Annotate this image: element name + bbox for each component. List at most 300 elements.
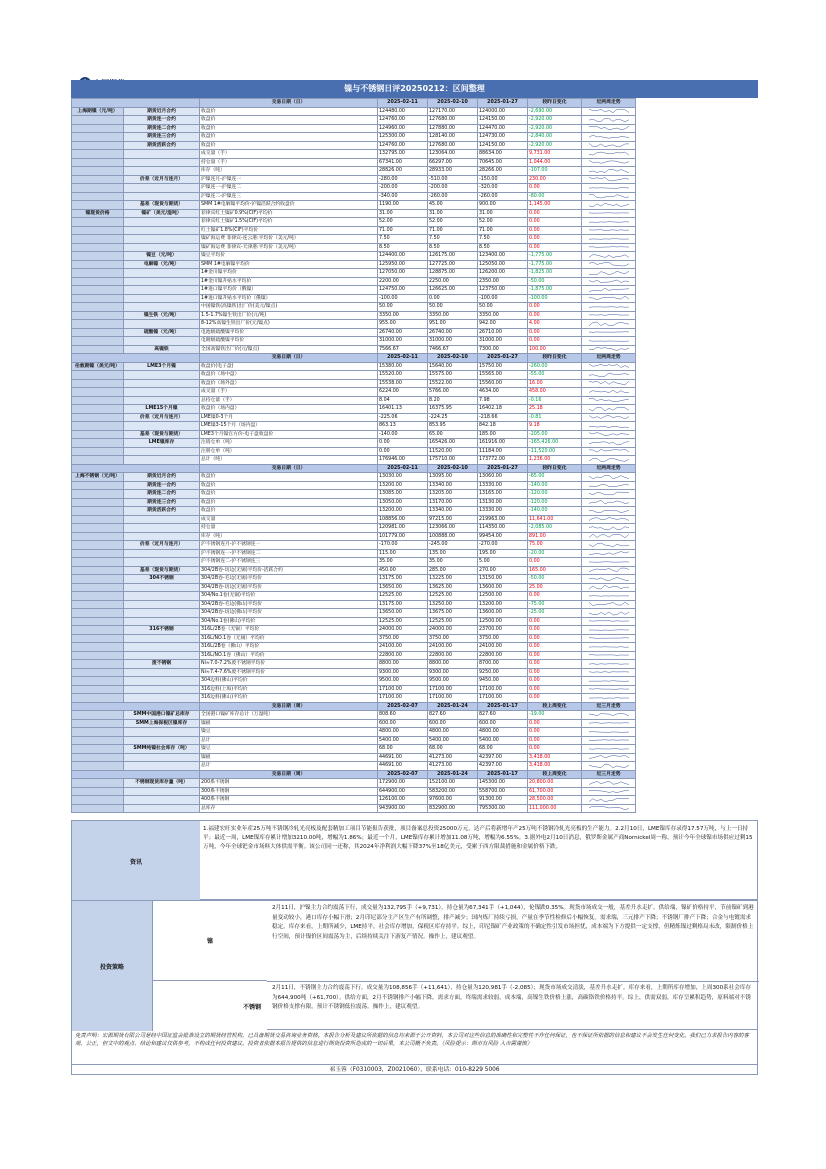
- value-cell: 583200.00: [428, 787, 478, 796]
- value-cell: -270.00: [478, 541, 528, 550]
- trend-cell: [582, 116, 636, 125]
- value-cell: 13130.00: [478, 498, 528, 507]
- category-cell: [72, 719, 124, 728]
- change-cell: -1,775.00: [528, 260, 582, 269]
- indicator-cell: 1#金川镍平均价: [200, 269, 378, 278]
- value-cell: 16402.18: [478, 405, 528, 414]
- trend-cell: [582, 490, 636, 499]
- value-cell: 15522.00: [428, 379, 478, 388]
- value-cell: -200.00: [378, 184, 428, 193]
- value-cell: 135.00: [428, 549, 478, 558]
- indicator-cell: 持仓量: [200, 524, 378, 533]
- indicator-cell: 持仓量（手）: [200, 158, 378, 167]
- indicator-cell: 镍豆: [200, 745, 378, 754]
- sparkline-icon: [589, 491, 629, 497]
- subcategory-cell: [124, 167, 200, 176]
- value-cell: -510.00: [428, 175, 478, 184]
- table-row: [72, 269, 759, 278]
- trend-cell: [582, 626, 636, 635]
- table-row: [72, 362, 759, 371]
- subcategory-cell: 期货连一合约: [124, 116, 200, 125]
- change-cell: -205.00: [528, 430, 582, 439]
- value-cell: 7466.67: [428, 345, 478, 354]
- subcategory-cell: SMM上海保税区镍库存: [124, 719, 200, 728]
- value-cell: 31000.00: [428, 337, 478, 346]
- sparkline-icon: [589, 159, 629, 165]
- sparkline-icon: [589, 508, 629, 514]
- strategy-divider: [267, 981, 759, 982]
- table-row: [72, 243, 759, 252]
- value-cell: 31.00: [428, 209, 478, 218]
- value-cell: 68.00: [378, 745, 428, 754]
- table-row: [72, 158, 759, 167]
- category-cell: [72, 311, 124, 320]
- change-cell: 0.00: [528, 694, 582, 703]
- category-cell: [72, 660, 124, 669]
- indicator-cell: 注册仓单（吨）: [200, 447, 378, 456]
- category-cell: [72, 558, 124, 567]
- change-cell: 0.00: [528, 184, 582, 193]
- table-row: [72, 201, 759, 210]
- change-cell: -260.00: [528, 362, 582, 371]
- category-cell: [72, 345, 124, 354]
- value-cell: 808.60: [378, 711, 428, 720]
- trend-cell: [582, 124, 636, 133]
- trend-cell: [582, 643, 636, 652]
- category-cell: [72, 668, 124, 677]
- trend-cell: [582, 447, 636, 456]
- subcategory-cell: 期货连二合约: [124, 490, 200, 499]
- value-cell: 31.00: [478, 209, 528, 218]
- change-cell: -55.00: [528, 371, 582, 380]
- category-cell: [72, 745, 124, 754]
- value-cell: 13175.00: [378, 600, 428, 609]
- indicator-cell: 1#金川镍升贴水平均价: [200, 277, 378, 286]
- table-row: [72, 133, 759, 142]
- subcategory-cell: [124, 320, 200, 329]
- value-cell: 195.00: [478, 549, 528, 558]
- value-cell: 11184.00: [478, 447, 528, 456]
- indicator-cell: 总计（吨）: [200, 456, 378, 465]
- value-cell: 6224.00: [378, 388, 428, 397]
- category-cell: [72, 201, 124, 210]
- value-cell: 4800.00: [478, 728, 528, 737]
- indicator-cell: 收盘价: [200, 507, 378, 516]
- value-cell: 91300.00: [478, 796, 528, 805]
- table-row: [72, 651, 759, 660]
- value-cell: 124760.00: [378, 141, 428, 150]
- indicator-cell: 成交量（手）: [200, 388, 378, 397]
- sparkline-icon: [589, 499, 629, 505]
- table-row: [72, 481, 759, 490]
- table-row: [72, 626, 759, 635]
- sparkline-icon: [589, 346, 629, 352]
- value-cell: 942.00: [478, 320, 528, 329]
- sparkline-icon: [589, 363, 629, 369]
- change-cell: -75.00: [528, 600, 582, 609]
- trend-cell: [582, 804, 636, 813]
- change-cell: 1,145.00: [528, 201, 582, 210]
- value-cell: 12525.00: [378, 617, 428, 626]
- subcategory-cell: [124, 243, 200, 252]
- table-row: [72, 167, 759, 176]
- trend-cell: [582, 328, 636, 337]
- table-row: [72, 804, 759, 813]
- value-cell: 97600.00: [428, 796, 478, 805]
- indicator-cell: 镍豆: [200, 728, 378, 737]
- indicator-cell: Ni≈7.4-7.6%废不锈钢平均价: [200, 668, 378, 677]
- change-cell: 458.00: [528, 388, 582, 397]
- value-cell: 15560.00: [478, 379, 528, 388]
- value-cell: 120981.00: [378, 524, 428, 533]
- value-cell: 13330.00: [478, 507, 528, 516]
- category-cell: [72, 677, 124, 686]
- category-cell: [72, 634, 124, 643]
- value-cell: -200.00: [428, 184, 478, 193]
- subcategory-cell: [124, 158, 200, 167]
- value-cell: 24100.00: [478, 643, 528, 652]
- trend-cell: [582, 753, 636, 762]
- table-row: [72, 575, 759, 584]
- value-cell: 24100.00: [428, 643, 478, 652]
- value-cell: -225.06: [378, 413, 428, 422]
- table-row: [72, 592, 759, 601]
- change-cell: 0.00: [528, 660, 582, 669]
- value-cell: -280.00: [378, 175, 428, 184]
- subcategory-cell: [124, 388, 200, 397]
- value-cell: 0.00: [378, 447, 428, 456]
- value-cell: 127725.00: [428, 260, 478, 269]
- value-cell: 22800.00: [478, 651, 528, 660]
- indicator-cell: 1#进口镍升贴水平均价（俄镍）: [200, 294, 378, 303]
- sparkline-icon: [589, 227, 629, 233]
- table-row: [72, 294, 759, 303]
- sparkline-icon: [589, 610, 629, 616]
- trend-cell: [582, 252, 636, 261]
- trend-cell: [582, 243, 636, 252]
- value-cell: 41273.00: [428, 762, 478, 771]
- indicator-cell: 收盘价: [200, 133, 378, 142]
- sparkline-icon: [589, 295, 629, 301]
- table-row: [72, 311, 759, 320]
- value-cell: 115.00: [378, 549, 428, 558]
- value-cell: 31.00: [378, 209, 428, 218]
- sparkline-icon: [589, 423, 629, 429]
- value-cell: 123064.00: [428, 150, 478, 159]
- category-cell: [72, 150, 124, 159]
- subcategory-cell: 价差（近月与连月）: [124, 175, 200, 184]
- table-row: [72, 779, 759, 788]
- change-cell: -107.00: [528, 167, 582, 176]
- column-header: 2025-02-07: [378, 770, 428, 779]
- value-cell: 5400.00: [378, 736, 428, 745]
- value-cell: 13165.00: [478, 490, 528, 499]
- table-row: [72, 337, 759, 346]
- category-cell: [72, 430, 124, 439]
- change-cell: 111,000.00: [528, 804, 582, 813]
- sparkline-icon: [589, 125, 629, 131]
- sparkline-icon: [589, 389, 629, 395]
- table-row: [72, 388, 759, 397]
- trend-cell: [582, 362, 636, 371]
- category-cell: [72, 328, 124, 337]
- column-header: 2025-02-11: [378, 464, 428, 473]
- sparkline-icon: [589, 584, 629, 590]
- value-cell: 125300.00: [378, 133, 428, 142]
- trend-cell: [582, 337, 636, 346]
- trend-cell: [582, 345, 636, 354]
- trend-cell: [582, 728, 636, 737]
- value-cell: 2200.00: [378, 277, 428, 286]
- value-cell: 4800.00: [428, 728, 478, 737]
- subcategory-cell: [124, 651, 200, 660]
- table-row: [72, 405, 759, 414]
- indicator-cell: 成交量（手）: [200, 150, 378, 159]
- section-header-row: [72, 770, 759, 779]
- column-header: 交易日期（日）: [200, 99, 378, 108]
- table-row: [72, 413, 759, 422]
- strategy-nickel-text: 2月11日，沪镍主力合约震荡下行，成交量为132,795手（+9,731），持仓量为67,341手（+1,044），伦镍跌0.35%。现货市场成交一般，基差升水走扩。供给端，镍矿价格持平，节前镍矿到港量变动较小，港口库存小幅下滑；2月印尼部分主产区生产有所调整，排产减少；国内炼厂持续亏损，产量在季节性检修后小幅恢复。需求端，三元排产下降；不锈钢厂排产下降；合金与电镀需求稳定。库存来看，上期所减少，LME持平，社会库存增加，保税区库存持平。综上，印尼镍矿产业政策的不确定性引发市场担忧，成本端为下方提供一定支撑，但精炼镍过剩格局未改，限制价格上行空间，预计镍价区间震荡为主，后续持续关注下游复产情况。操作上，建议观望。: [272, 905, 754, 940]
- trend-cell: [582, 515, 636, 524]
- category-cell: [72, 779, 124, 788]
- table-row: [72, 660, 759, 669]
- indicator-cell: 沪镍连月-沪镍连一: [200, 175, 378, 184]
- table-row: [72, 422, 759, 431]
- indicator-cell: 316边料(上海)平均价: [200, 685, 378, 694]
- column-header: 2025-01-17: [478, 770, 528, 779]
- change-cell: 0.00: [528, 719, 582, 728]
- sparkline-icon: [589, 219, 629, 225]
- indicator-cell: 注销仓单（吨）: [200, 439, 378, 448]
- table-row: [72, 396, 759, 405]
- indicator-cell: 电镀级硫酸镍平均价: [200, 337, 378, 346]
- change-cell: -80.00: [528, 192, 582, 201]
- value-cell: 24000.00: [428, 626, 478, 635]
- value-cell: 12500.00: [478, 617, 528, 626]
- indicator-cell: 304/No.1卷(佛山)平均价: [200, 617, 378, 626]
- value-cell: 4800.00: [378, 728, 428, 737]
- category-cell: [72, 532, 124, 541]
- indicator-cell: 菲律宾红土镍矿1.5%(CIF)平均价: [200, 218, 378, 227]
- trend-cell: [582, 413, 636, 422]
- value-cell: 52.00: [428, 218, 478, 227]
- column-header: 较昨日变化: [528, 464, 582, 473]
- value-cell: 123750.00: [478, 286, 528, 295]
- category-cell: [72, 804, 124, 813]
- trend-cell: [582, 286, 636, 295]
- trend-cell: [582, 507, 636, 516]
- indicator-cell: 成交量: [200, 515, 378, 524]
- sparkline-icon: [589, 542, 629, 548]
- change-cell: -140.00: [528, 481, 582, 490]
- column-header: 2025-02-10: [428, 99, 478, 108]
- indicator-cell: LME镍0-3个月: [200, 413, 378, 422]
- table-row: [72, 532, 759, 541]
- subcategory-cell: 废不锈钢: [124, 660, 200, 669]
- sparkline-icon: [589, 644, 629, 650]
- value-cell: 13650.00: [378, 609, 428, 618]
- change-cell: 9,731.00: [528, 150, 582, 159]
- value-cell: 8.04: [378, 396, 428, 405]
- change-cell: 891.00: [528, 532, 582, 541]
- value-cell: 600.00: [378, 719, 428, 728]
- table-row: [72, 600, 759, 609]
- value-cell: 943900.00: [378, 804, 428, 813]
- value-cell: 9500.00: [378, 677, 428, 686]
- change-cell: 3,418.00: [528, 753, 582, 762]
- value-cell: 124760.00: [378, 116, 428, 125]
- value-cell: 13340.00: [428, 507, 478, 516]
- value-cell: 101779.00: [378, 532, 428, 541]
- trend-cell: [582, 685, 636, 694]
- change-cell: 28,500.00: [528, 796, 582, 805]
- category-cell: [72, 643, 124, 652]
- subcategory-cell: 镍生铁（元/吨）: [124, 311, 200, 320]
- indicator-cell: 镍豆平均价: [200, 252, 378, 261]
- category-cell: [72, 286, 124, 295]
- indicator-cell: 总库存: [200, 804, 378, 813]
- value-cell: 12500.00: [478, 592, 528, 601]
- value-cell: 13030.00: [378, 473, 428, 482]
- change-cell: 0.00: [528, 685, 582, 694]
- sparkline-icon: [589, 559, 629, 565]
- value-cell: 126175.00: [428, 252, 478, 261]
- subcategory-cell: 镍豆（元/吨）: [124, 252, 200, 261]
- category-cell: [72, 685, 124, 694]
- sparkline-icon: [589, 321, 629, 327]
- table-row: [72, 566, 759, 575]
- column-header: 2025-02-10: [428, 354, 478, 363]
- subcategory-cell: [124, 762, 200, 771]
- value-cell: 17100.00: [378, 694, 428, 703]
- change-cell: -2,840.00: [528, 133, 582, 142]
- value-cell: -100.00: [378, 294, 428, 303]
- indicator-cell: 中国镍铁(高镍铁)出厂价(美元/镍点): [200, 303, 378, 312]
- sparkline-icon: [589, 482, 629, 488]
- value-cell: 450.00: [378, 566, 428, 575]
- subcategory-cell: [124, 753, 200, 762]
- trend-cell: [582, 388, 636, 397]
- value-cell: -260.00: [478, 192, 528, 201]
- indicator-cell: 8-12%高镍生铁出厂价(元/镍点): [200, 320, 378, 329]
- indicator-cell: 沪不锈钢连二-沪不锈钢连三: [200, 558, 378, 567]
- table-row: [72, 583, 759, 592]
- sparkline-icon: [589, 525, 629, 531]
- category-cell: [72, 294, 124, 303]
- column-header: 较昨日变化: [528, 99, 582, 108]
- indicator-cell: 收盘价: [200, 490, 378, 499]
- change-cell: 0.00: [528, 736, 582, 745]
- category-cell: [72, 566, 124, 575]
- value-cell: 152100.00: [428, 779, 478, 788]
- table-row: [72, 150, 759, 159]
- trend-cell: [582, 575, 636, 584]
- change-cell: 25.18: [528, 405, 582, 414]
- value-cell: 8.20: [428, 396, 478, 405]
- category-cell: [72, 243, 124, 252]
- category-cell: [72, 167, 124, 176]
- sparkline-icon: [589, 176, 629, 182]
- table-row: [72, 226, 759, 235]
- table-row: [72, 124, 759, 133]
- sparkline-icon: [589, 516, 629, 522]
- table-row: [72, 728, 759, 737]
- category-cell: [72, 728, 124, 737]
- value-cell: 644900.00: [378, 787, 428, 796]
- indicator-cell: 镍板: [200, 719, 378, 728]
- sparkline-icon: [589, 601, 629, 607]
- indicator-cell: 收盘价: [200, 473, 378, 482]
- table-row: [72, 175, 759, 184]
- trend-cell: [582, 617, 636, 626]
- value-cell: 71.00: [478, 226, 528, 235]
- table-row: [72, 524, 759, 533]
- value-cell: 185.00: [478, 430, 528, 439]
- indicator-cell: 304/2B卷-切边(无锡)平均价: [200, 583, 378, 592]
- indicator-cell: 收盘价（场内盘）: [200, 405, 378, 414]
- value-cell: 13650.00: [378, 583, 428, 592]
- sparkline-icon: [589, 448, 629, 454]
- value-cell: 951.00: [428, 320, 478, 329]
- value-cell: 8.50: [478, 243, 528, 252]
- category-cell: [72, 226, 124, 235]
- section-header-row: [72, 464, 759, 473]
- trend-cell: [582, 779, 636, 788]
- subcategory-cell: [124, 617, 200, 626]
- change-cell: 0.00: [528, 617, 582, 626]
- sparkline-icon: [589, 652, 629, 658]
- change-cell: -0.81: [528, 413, 582, 422]
- subcategory-cell: [124, 668, 200, 677]
- subcategory-cell: 期货连一合约: [124, 481, 200, 490]
- subcategory-cell: [124, 456, 200, 465]
- value-cell: 1190.00: [378, 201, 428, 210]
- indicator-cell: 1.5-1.7%镍生铁出厂价(元/吨): [200, 311, 378, 320]
- section-header-row: [72, 99, 759, 108]
- column-header: 近两周走势: [582, 354, 636, 363]
- sparkline-icon: [589, 695, 629, 701]
- indicator-cell: 总持仓量（手）: [200, 396, 378, 405]
- trend-cell: [582, 371, 636, 380]
- subcategory-cell: [124, 728, 200, 737]
- table-row: [72, 277, 759, 286]
- value-cell: 127050.00: [378, 269, 428, 278]
- indicator-cell: 全国港口镍矿库存总计（万湿吨）: [200, 711, 378, 720]
- category-cell: [72, 787, 124, 796]
- column-header: 2025-01-24: [428, 770, 478, 779]
- column-header: 近两周走势: [582, 99, 636, 108]
- trend-cell: [582, 541, 636, 550]
- subcategory-cell: 硫酸镍（元/吨）: [124, 328, 200, 337]
- indicator-cell: SMM 1#电解镍平均价: [200, 260, 378, 269]
- sparkline-icon: [589, 805, 629, 811]
- subcategory-cell: [124, 269, 200, 278]
- trend-cell: [582, 592, 636, 601]
- trend-cell: [582, 192, 636, 201]
- indicator-cell: 收盘价（场外盘）: [200, 379, 378, 388]
- trend-cell: [582, 430, 636, 439]
- change-cell: 25.00: [528, 583, 582, 592]
- sparkline-icon: [589, 151, 629, 157]
- category-cell: [72, 626, 124, 635]
- sparkline-icon: [589, 287, 629, 293]
- category-cell: [72, 456, 124, 465]
- category-cell: [72, 124, 124, 133]
- trend-cell: [582, 634, 636, 643]
- indicator-cell: 304/2B卷-切边(佛山)平均价: [200, 609, 378, 618]
- value-cell: 9300.00: [428, 668, 478, 677]
- value-cell: 100888.00: [428, 532, 478, 541]
